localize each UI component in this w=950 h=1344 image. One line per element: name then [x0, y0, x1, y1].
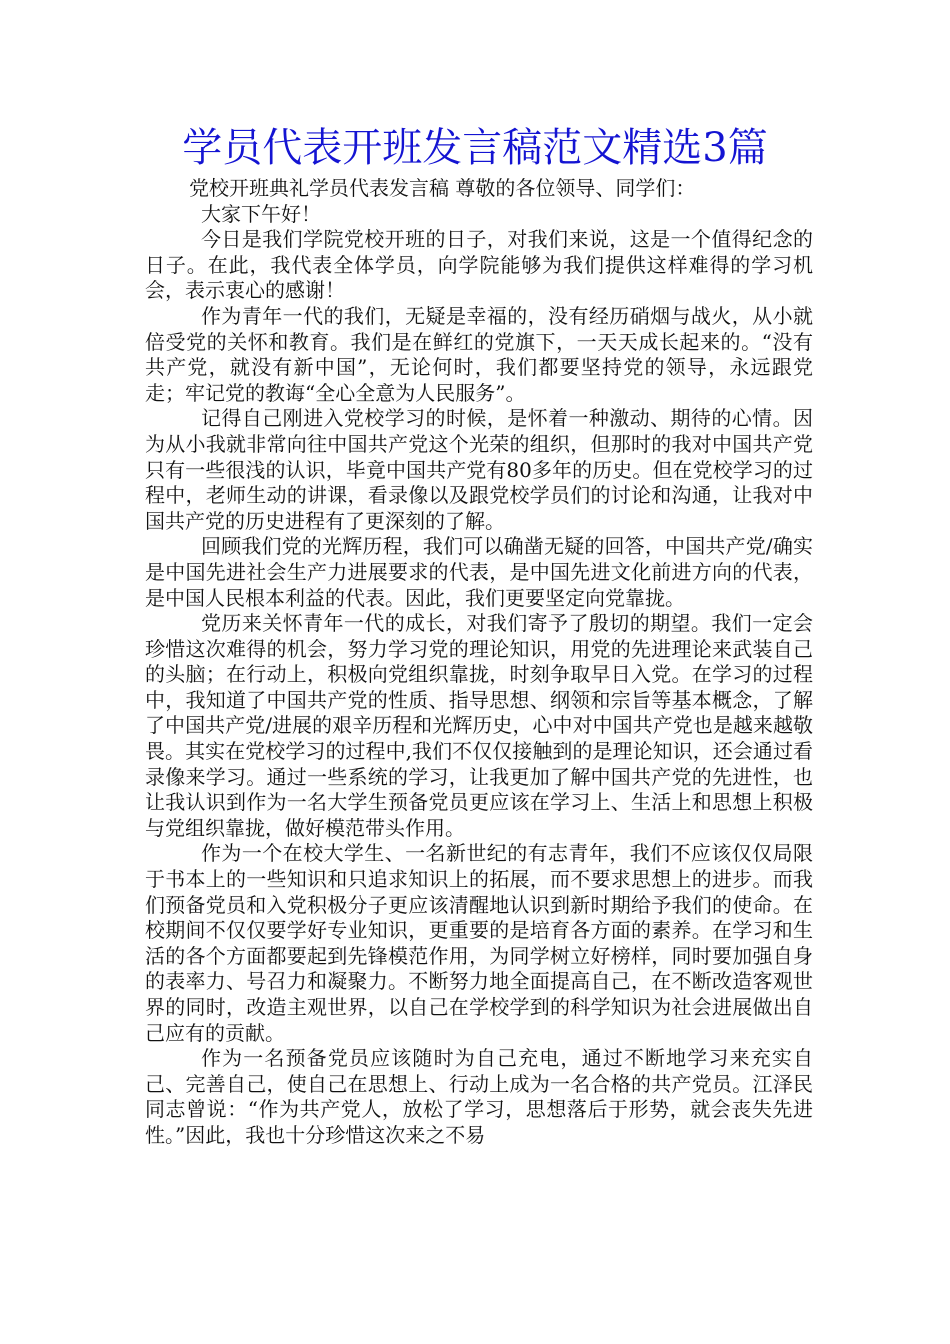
body-paragraph: 作为一个在校大学生、一名新世纪的有志青年，我们不应该仅仅局限于书本上的一些知识和只追求知识上的拓展，而不要求思想上的进步。而我们预备党员和入党积极分子更应该清醒地认识到新时期给予我们的使命。在校期间不仅仅要学好专业知识，更重要的是培育各方面的素养。在学习和生活的各个方面都要起到先锋模范作用，为同学树立好榜样，同时要加强自身的表率力、号召力和凝聚力。不断努力地全面提高自己，在不断改造客观世界的同时，改造主观世界，以自己在学校学到的科学知识为社会进展做出自己应有的贡献。: [145, 841, 813, 1045]
body-paragraph: 回顾我们党的光辉历程，我们可以确凿无疑的回答，中国共产党/确实是中国先进社会生产力进展要求的代表，是中国先进文化前进方向的代表，是中国人民根本利益的代表。因此，我们更要坚定向党靠拢。: [145, 534, 813, 610]
document-title: 学员代表开班发言稿范文精选3篇: [182, 125, 768, 171]
body-paragraph: 作为一名预备党员应该随时为自己充电，通过不断地学习来充实自己、完善自己，使自己在思想上、行动上成为一名合格的共产党员。江泽民同志曾说：“作为共产党人，放松了学习，思想落后于形势，就会丧失先进性。”因此，我也十分珍惜这次来之不易: [145, 1046, 813, 1147]
body-paragraph: 今日是我们学院党校开班的日子，对我们来说，这是一个值得纪念的日子。在此，我代表全体学员，向学院能够为我们提供这样难得的学习机会，表示衷心的感谢！: [145, 227, 813, 303]
body-paragraph: 党历来关怀青年一代的成长，对我们寄予了殷切的期望。我们一定会珍惜这次难得的机会，努力学习党的理论知识，用党的先进理论来武装自己的头脑；在行动上，积极向党组织靠拢，时刻争取早日入党。在学习的过程中，我知道了中国共产党的性质、指导思想、纲领和宗旨等基本概念，了解了中国共产党/进展的艰辛历程和光辉历史，心中对中国共产党也是越来越敬畏。其实在党校学习的过程中,我们不仅仅接触到的是理论知识，还会通过看录像来学习。通过一些系统的学习，让我更加了解中国共产党的先进性，也让我认识到作为一名大学生预备党员更应该在学习上、生活上和思想上积极与党组织靠拢，做好模范带头作用。: [145, 611, 813, 840]
body-paragraph: 作为青年一代的我们，无疑是幸福的，没有经历硝烟与战火，从小就倍受党的关怀和教育。我们是在鲜红的党旗下，一天天成长起来的。“没有共产党，就没有新中国”，无论何时，我们都要坚持党的领导，永远跟党走；牢记党的教诲“全心全意为人民服务”。: [145, 303, 813, 405]
document-body: [145, 176, 813, 1149]
opening-line: 党校开班典礼学员代表发言稿 尊敬的各位领导、同学们：: [189, 176, 696, 200]
body-paragraph: 记得自己刚进入党校学习的时候，是怀着一种激动、期待的心情。因为从小我就非常向往中国共产党这个光荣的组织，但那时的我对中国共产党只有一些很浅的认识，毕竟中国共产党有80多年的历史。但在党校学习的过程中，老师生动的讲课，看录像以及跟党校学员们的讨论和沟通，让我对中国共产党的历史进程有了更深刻的了解。: [145, 406, 813, 533]
greeting-line: 大家下午好！: [201, 201, 321, 226]
